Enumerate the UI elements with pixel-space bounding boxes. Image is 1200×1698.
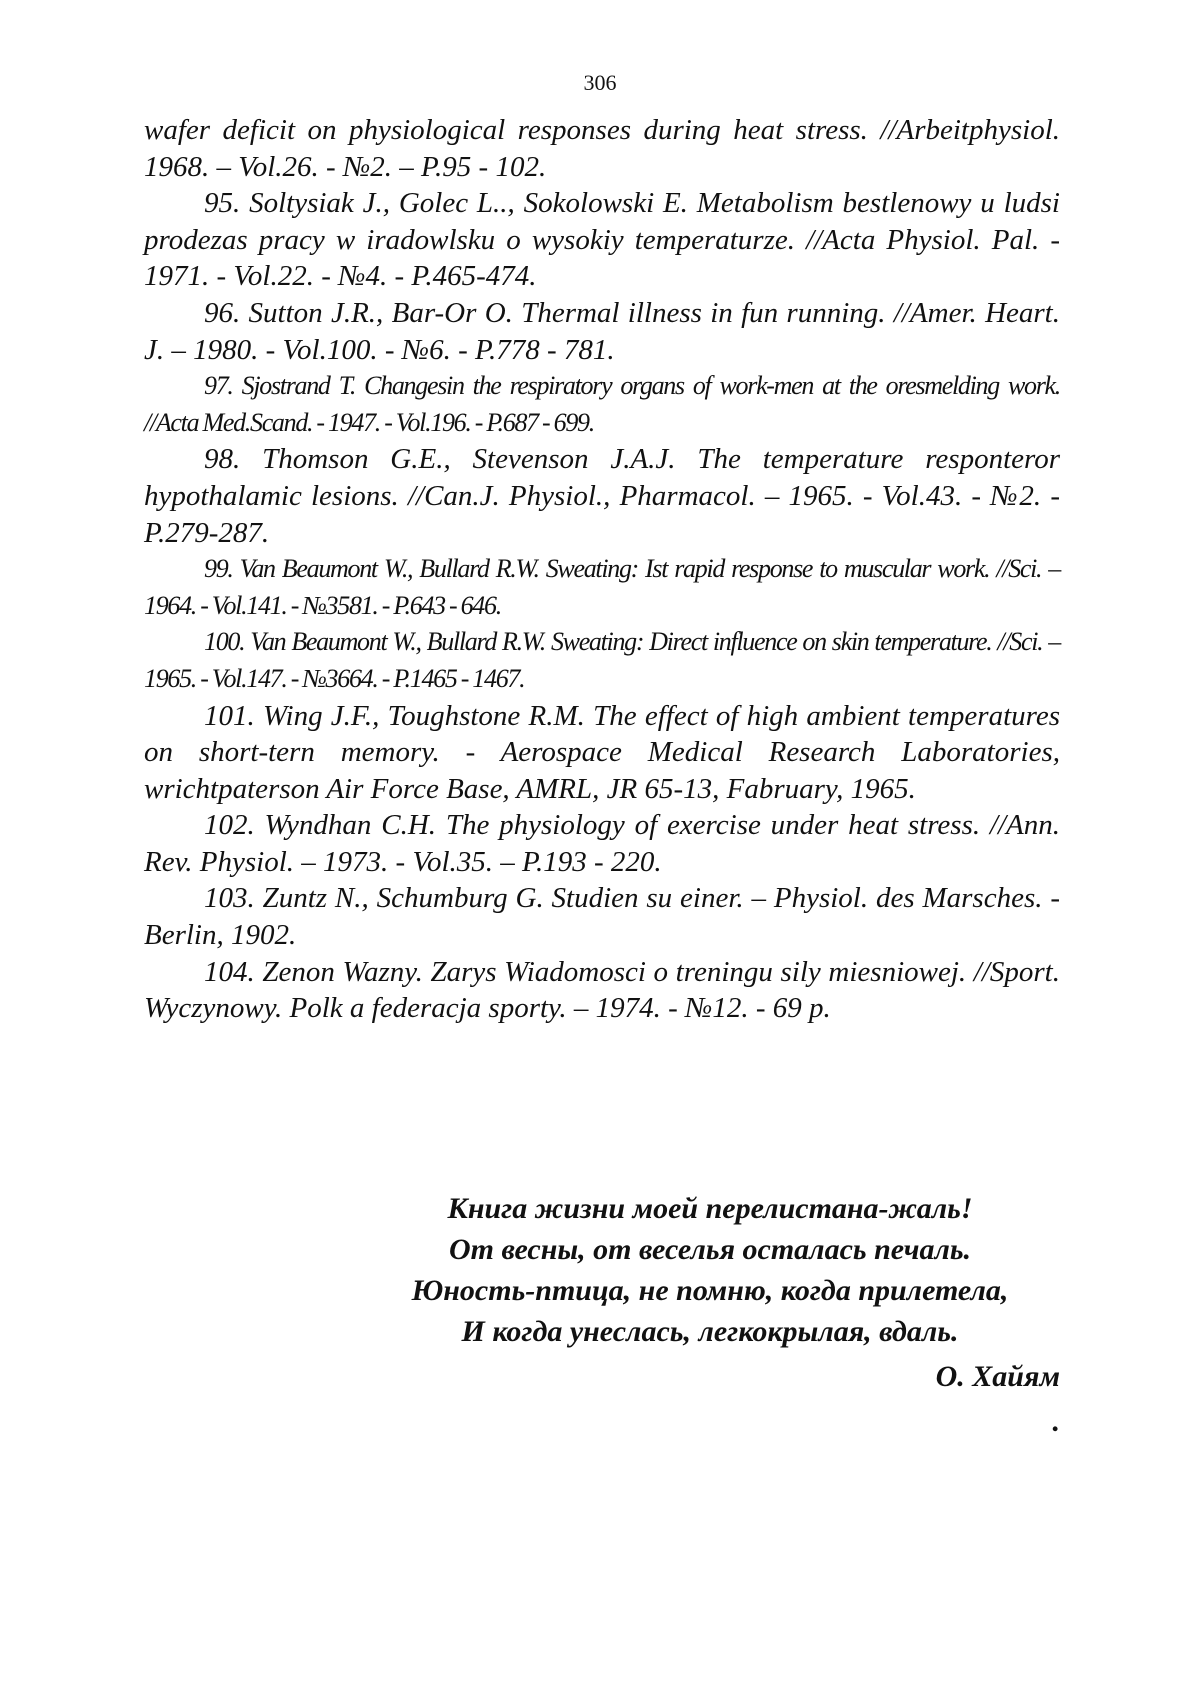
reference-104: 104. Zenon Wazny. Zarys Wiadomosci o treningu sily miesniowej. //Sport. Wyczynowy. Polk a federacja sporty. – 1974. - №12. - 69 p. — [144, 955, 1060, 1025]
poem-line: Книга жизни моей перелистана-жаль! — [447, 1192, 973, 1225]
poem-author: О. Хайям — [935, 1360, 1060, 1393]
trailing-mark: . — [1052, 1405, 1060, 1438]
reference-96: 96. Sutton J.R., Bar-Or O. Thermal illness in fun running. //Amer. Heart. J. – 1980. - Vol.100. - №6. - P.778 - 781. — [144, 296, 1060, 366]
reference-103: 103. Zuntz N., Schumburg G. Studien su einer. – Physiol. des Marsches. - Berlin, 1902. — [144, 882, 1060, 952]
poem-line: И когда унеслась, легкокрылая, вдаль. — [461, 1315, 959, 1348]
reference-continuation: wafer deficit on physiological responses during heat stress. //Arbeitphysiol. 1968. – Vol.26. - №2. – P.95 - 102. — [144, 114, 1060, 183]
reference-102: 102. Wyndhan C.H. The physiology of exercise under heat stress. //Ann. Rev. Physiol. – 1973. - Vol.35. – P.193 - 220. — [144, 809, 1060, 878]
reference-100: 100. Van Beaumont W., Bullard R.W. Sweating: Direct influence on skin temperature. //Sci. – 1965. - Vol.147. - №3664. - P.1465 - 1467. — [144, 627, 1060, 693]
reference-99: 99. Van Beaumont W., Bullard R.W. Sweating: Ist rapid response to muscular work. //Sci. – 1964. - Vol.141. - №3581. - P.643 - 646. — [144, 554, 1060, 620]
epigraph-poem — [360, 1188, 1060, 1442]
poem-line: От весны, от веселья осталась печаль. — [448, 1233, 972, 1266]
poem-line: Юность-птица, не помню, когда прилетела, — [411, 1274, 1009, 1307]
reference-list — [144, 112, 1060, 1027]
reference-98: 98. Thomson G.E., Stevenson J.A.J. The temperature responteror hypothalamic lesions. //Can.J. Physiol., Pharmacol. – 1965. - Vol.43. - №2. - P.279-287. — [144, 443, 1060, 549]
reference-95: 95. Soltysiak J., Golec L.., Sokolowski E. Metabolism bestlenowy u ludsi prodezas pracy w iradowlsku o wysokiy temperaturze. //Acta Physiol. Pal. - 1971. - Vol.22. - №4. - P.465-474. — [144, 187, 1060, 293]
reference-97: 97. Sjostrand T. Changesin the respiratory organs of work-men at the oresmelding work. //Acta Med.Scand. - 1947. - Vol.196. - P.687 - 699. — [144, 371, 1060, 437]
page-number: 306 — [583, 70, 617, 95]
reference-101: 101. Wing J.F., Toughstone R.M. The effect of high ambient temperatures on short-tern memory. - Aerospace Medical Research Laboratories, wrichtpaterson Air Force Base, AMRL, JR 65-13, Fabruary, 1965. — [144, 699, 1060, 805]
